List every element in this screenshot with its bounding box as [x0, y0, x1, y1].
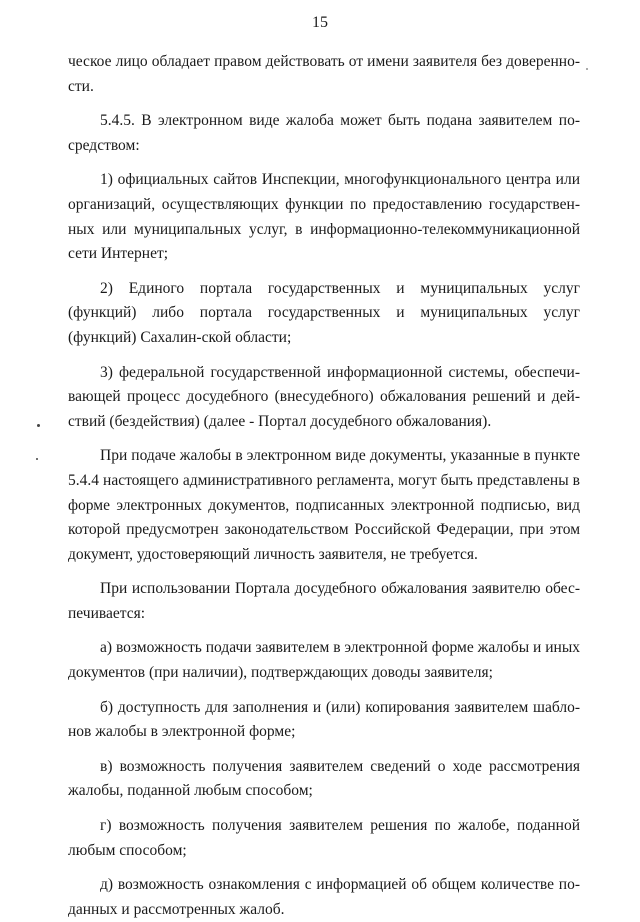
document-body — [68, 50, 580, 922]
list-item-3: 3) федеральной государственной информационной системы, обеспечи-вающей процесс досудебного (внесудебного) обжалования решений и дей-ствий (бездействия) (далее - Портал досудебного обжалования). — [68, 363, 580, 430]
list-item-g: г) возможность получения заявителем решения по жалобе, поданной любым способом; — [68, 817, 580, 859]
list-item-v: в) возможность получения заявителем сведений о ходе рассмотрения жалобы, поданной любым способом; — [68, 757, 580, 800]
paragraph-portal-provides: При использовании Портала досудебного обжалования заявителю обес-печивается: — [68, 580, 580, 622]
list-item-d: д) возможность ознакомления с информацией об общем количестве по-данных и рассмотренных жалоб. — [68, 876, 580, 918]
paragraph-continuation: ческое лицо обладает правом действовать от имени заявителя без доверенно-сти. — [68, 53, 580, 95]
paragraph-electronic-documents: При подаче жалобы в электронном виде документы, указанные в пункте 5.4.4 настоящего административного регламента, могут быть представлены в форме электронных документов, подписанных электронной подписью, вид которой предусмотрен законодательством Российской Федерации, при этом документ, удостоверяющий личность заявителя, не требуется. — [68, 447, 580, 563]
page-number: 15 — [312, 14, 328, 31]
list-item-2: 2) Единого портала государственных и муниципальных услуг (функций) либо портала государственных и муниципальных услуг (функций) Сахалин-ской области; — [68, 279, 580, 346]
list-item-1: 1) официальных сайтов Инспекции, многофункционального центра или организаций, осуществляющих функции по предоставлению государствен-ных или муниципальных услуг, в информационно-телекоммуникационной сети Интернет; — [68, 171, 580, 263]
scan-speck — [37, 424, 40, 427]
scan-speck — [36, 458, 38, 460]
paragraph-5-4-5: 5.4.5. В электронном виде жалоба может быть подана заявителем по-средством: — [68, 112, 580, 154]
list-item-b: б) доступность для заполнения и (или) копирования заявителем шабло-нов жалобы в электронной форме; — [68, 698, 580, 741]
scan-speck — [586, 68, 588, 70]
list-item-a: а) возможность подачи заявителем в электронной форме жалобы и иных документов (при наличии), подтверждающих доводы заявителя; — [68, 639, 580, 682]
